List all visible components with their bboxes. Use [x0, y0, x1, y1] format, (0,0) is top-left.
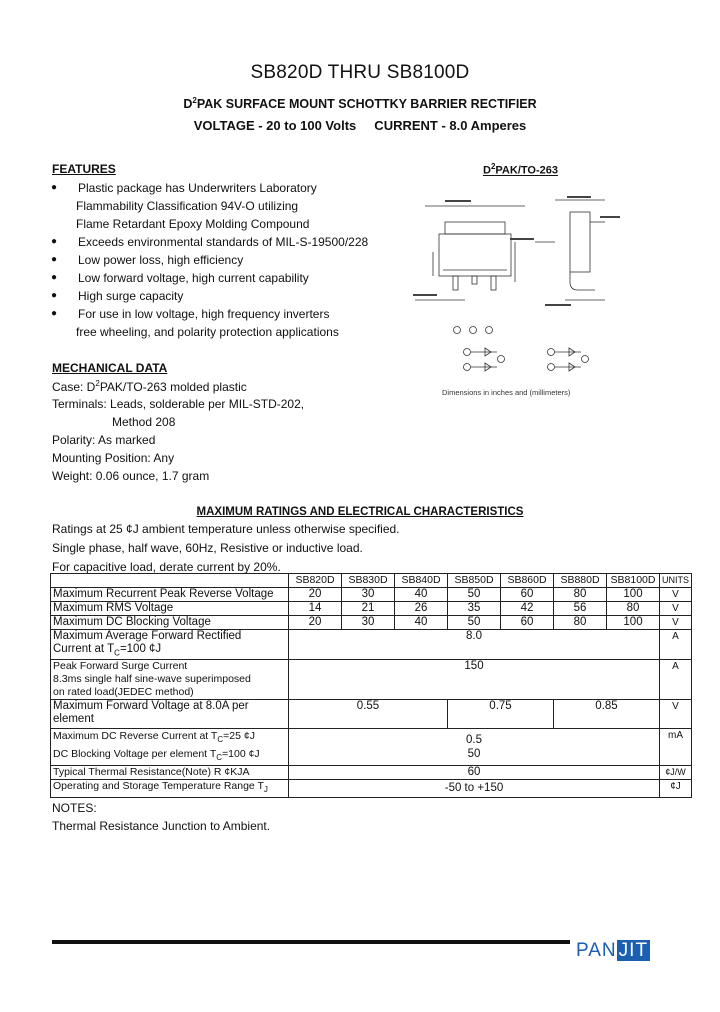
unit-cell: mA	[660, 729, 692, 766]
unit-cell: V	[660, 616, 692, 630]
row-label: Typical Thermal Resistance(Note) R ¢KJA	[51, 766, 289, 780]
subtitle-rest: PAK SURFACE MOUNT SCHOTTKY BARRIER RECTIFIER	[196, 97, 537, 112]
cell: 60	[289, 766, 660, 780]
column-header: UNITS	[660, 574, 692, 588]
ratings-heading: MAXIMUM RATINGS AND ELECTRICAL CHARACTERISTICS	[196, 506, 524, 518]
feature-item-cont: free wheeling, and polarity protection applications	[76, 325, 339, 339]
label-sub: J	[263, 785, 268, 795]
column-header: SB820D	[289, 574, 342, 588]
label-text: Operating and Storage Temperature Range T	[53, 780, 264, 793]
notes-text: Thermal Resistance Junction to Ambient.	[52, 819, 271, 833]
polarity-info: Polarity: As marked	[52, 433, 156, 447]
row-label-line: element	[53, 713, 94, 726]
label-text: Maximum DC Reverse Current at T	[53, 730, 218, 743]
page-title: SB820D THRU SB8100D	[250, 62, 470, 83]
label-rest: =25 ¢J	[223, 730, 255, 743]
logo-pan: PAN	[576, 940, 617, 961]
cell: 42	[501, 602, 554, 616]
ratings-note: Single phase, half wave, 60Hz, Resistive or inductive load.	[52, 541, 363, 555]
notes-heading: NOTES:	[52, 801, 97, 815]
row-label-line	[53, 729, 286, 747]
terminals-info: Terminals: Leads, solderable per MIL-STD-202,	[52, 397, 305, 411]
footer-bar	[52, 940, 570, 944]
column-header: SB8100D	[607, 574, 660, 588]
cell: 150	[289, 660, 660, 700]
row-label-line	[53, 747, 286, 765]
cell: 56	[554, 602, 607, 616]
column-header: SB840D	[395, 574, 448, 588]
table-row	[51, 780, 692, 797]
cell: 20	[289, 616, 342, 630]
cell: 21	[342, 602, 395, 616]
cell-value: 50	[467, 748, 481, 761]
column-header: SB880D	[554, 574, 607, 588]
table-row	[51, 729, 692, 766]
logo-jit: JIT	[618, 940, 649, 961]
table-header-row	[51, 574, 692, 588]
features-heading: FEATURES	[52, 162, 116, 176]
feature-item-cont: Flame Retardant Epoxy Molding Compound	[76, 217, 310, 231]
feature-item: ● Exceeds environmental standards of MIL-S-19500/228	[78, 235, 368, 249]
feature-item: ● For use in low voltage, high frequency inverters	[78, 307, 329, 321]
case-sup: 2	[95, 379, 100, 388]
table-row	[51, 660, 692, 700]
ratings-note: Ratings at 25 ¢J ambient temperature unless otherwise specified.	[52, 522, 400, 536]
row-label	[51, 660, 289, 700]
cell: 40	[395, 616, 448, 630]
row-label: Maximum DC Blocking Voltage	[51, 616, 289, 630]
cell: 30	[342, 616, 395, 630]
unit-cell: A	[660, 630, 692, 660]
label-sub: C	[216, 753, 223, 763]
cell: 0.85	[554, 700, 660, 729]
unit-cell: ¢J/W	[660, 766, 692, 780]
table-row	[51, 602, 692, 616]
unit-cell: A	[660, 660, 692, 700]
label-sub: C	[217, 735, 224, 745]
package-prefix: D	[483, 164, 491, 177]
unit-cell: V	[660, 588, 692, 602]
case-rest: PAK/TO-263 molded plastic	[99, 380, 247, 394]
weight-info: Weight: 0.06 ounce, 1.7 gram	[52, 469, 210, 483]
cell: 0.75	[448, 700, 554, 729]
cell: 80	[607, 602, 660, 616]
case-prefix: Case: D	[52, 380, 96, 394]
unit-cell: V	[660, 700, 692, 729]
table-row	[51, 700, 692, 729]
label-sub: C	[114, 648, 120, 658]
cell: 0.55	[289, 700, 448, 729]
cell: 80	[554, 616, 607, 630]
cell: 30	[342, 588, 395, 602]
cell: 100	[607, 616, 660, 630]
cell: 60	[501, 588, 554, 602]
voltage-current-line: VOLTAGE - 20 to 100 Volts CURRENT - 8.0 Amperes	[193, 118, 527, 133]
case-info	[52, 379, 247, 394]
cell	[289, 729, 660, 766]
feature-item: ● High surge capacity	[78, 289, 183, 303]
feature-item: ● Low forward voltage, high current capability	[78, 271, 309, 285]
row-label-line: Maximum Forward Voltage at 8.0A per	[53, 700, 249, 713]
row-label: Maximum Recurrent Peak Reverse Voltage	[51, 588, 289, 602]
cell: 80	[554, 588, 607, 602]
package-rest: PAK/TO-263	[495, 164, 558, 177]
label-text: Current at T	[53, 643, 115, 655]
ratings-table	[50, 573, 692, 798]
column-header: SB850D	[448, 574, 501, 588]
row-label-line: on rated load(JEDEC method)	[53, 686, 194, 699]
header-blank	[51, 574, 289, 588]
package-outline-drawing	[405, 182, 640, 402]
mounting-info: Mounting Position: Any	[52, 451, 175, 465]
row-label-line: Maximum Average Forward Rectified	[53, 630, 242, 642]
row-label	[51, 630, 289, 660]
column-header: SB830D	[342, 574, 395, 588]
label-text: DC Blocking Voltage per element T	[53, 748, 217, 761]
cell: 50	[448, 588, 501, 602]
cell: 14	[289, 602, 342, 616]
feature-item: ● Low power loss, high efficiency	[78, 253, 243, 267]
dimension-note: Dimensions in inches and (millimeters)	[442, 388, 571, 397]
method-info: Method 208	[112, 415, 176, 429]
cell: 20	[289, 588, 342, 602]
row-label: Maximum RMS Voltage	[51, 602, 289, 616]
cell: -50 to +150	[289, 780, 660, 797]
panjit-logo	[576, 940, 650, 962]
cell: 35	[448, 602, 501, 616]
table-row	[51, 616, 692, 630]
column-header: SB860D	[501, 574, 554, 588]
row-label-line: Peak Forward Surge Current	[53, 660, 188, 673]
table-row	[51, 766, 692, 780]
package-heading	[483, 162, 558, 177]
table-row	[51, 630, 692, 660]
cell: 40	[395, 588, 448, 602]
row-label	[51, 700, 289, 729]
feature-item-cont: Flammability Classification 94V-O utilizing	[76, 199, 299, 213]
label-rest: =100 ¢J	[119, 643, 162, 655]
row-label-line: 8.3ms single half sine-wave superimposed	[53, 673, 251, 686]
ratings-note: For capacitive load, derate current by 20%.	[52, 560, 281, 574]
table-row	[51, 588, 692, 602]
package-sup: 2	[490, 162, 496, 171]
subtitle-sup: 2	[192, 96, 197, 105]
cell-value: 0.5	[466, 734, 482, 747]
row-label	[51, 780, 289, 797]
cell: 50	[448, 616, 501, 630]
unit-cell: ¢J	[660, 780, 692, 797]
cell: 8.0	[289, 630, 660, 660]
cell: 60	[501, 616, 554, 630]
unit-cell: V	[660, 602, 692, 616]
row-label-line	[53, 643, 286, 659]
label-rest: =100 ¢J	[222, 748, 260, 761]
mechanical-heading: MECHANICAL DATA	[52, 361, 168, 375]
subtitle-prefix: D	[183, 97, 193, 112]
feature-item: ● Plastic package has Underwriters Laboratory	[78, 181, 317, 195]
cell: 26	[395, 602, 448, 616]
row-label	[51, 729, 289, 766]
cell: 100	[607, 588, 660, 602]
product-subtitle	[0, 96, 720, 111]
